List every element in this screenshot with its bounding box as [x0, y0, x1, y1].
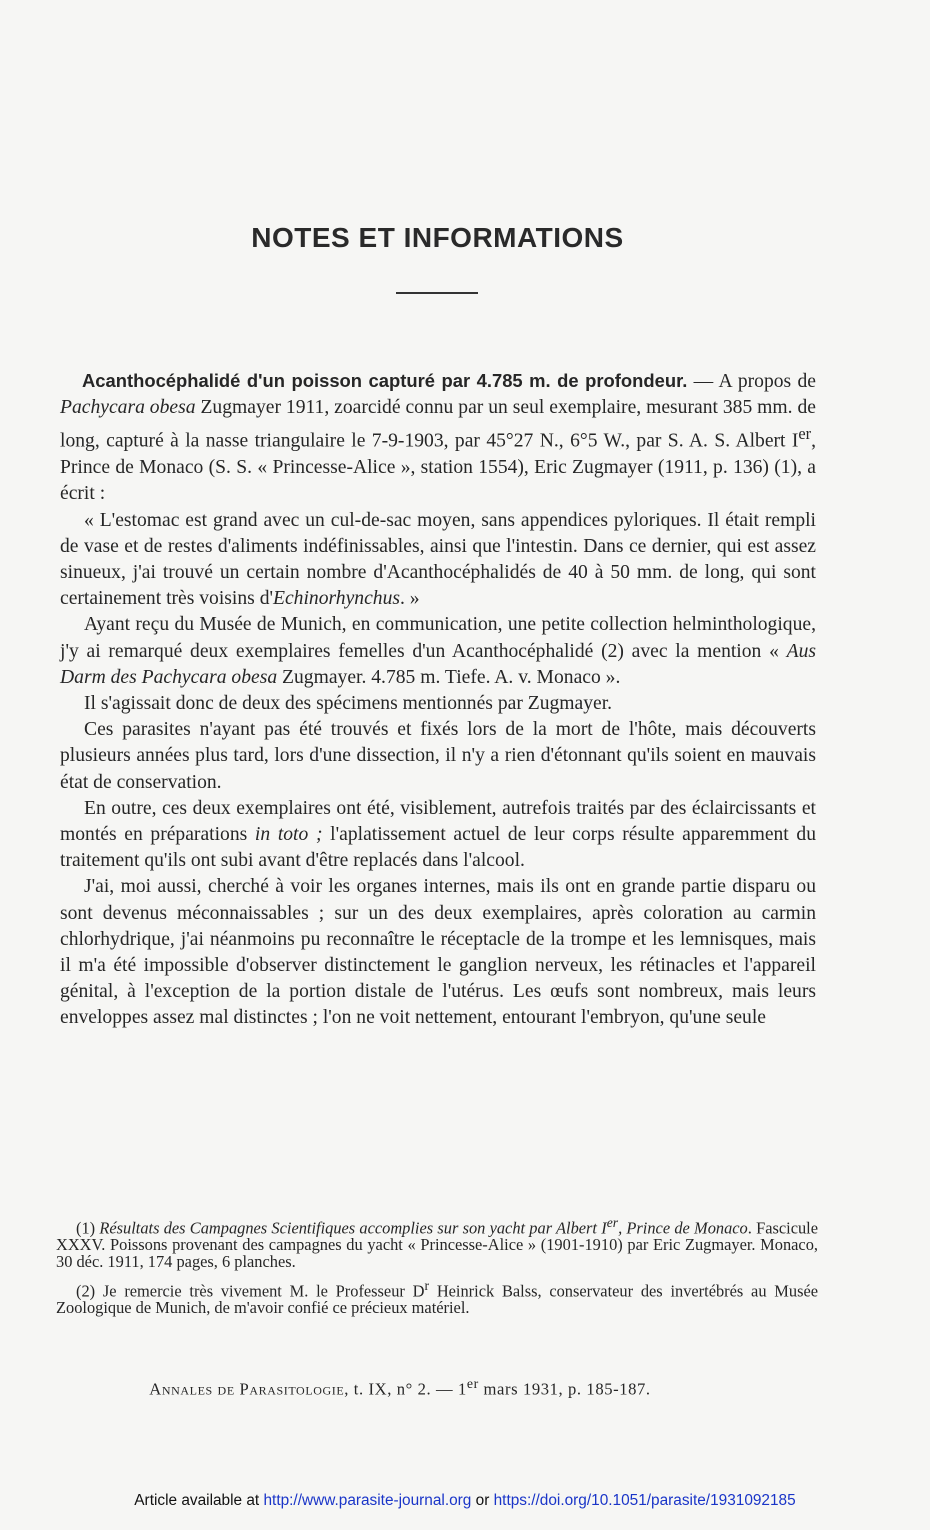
footnote-1: (1) Résultats des Campagnes Scientifiques accomplies sur son yacht par Albert Ier, Prince de Monaco. Fascicule XXXV. Poissons provenant des campagnes du yacht « Princesse-Alice » (1901-1910) par Eric Zugmayer. Monaco, 30 déc. 1911, 174 pages, 6 planches.: [56, 1215, 818, 1271]
paragraph-treatment: En outre, ces deux exemplaires ont été, visiblement, autrefois traités par des éclaircissants et montés en préparations in toto ; l'aplatissement actuel de leur corps résulte apparemment du traitement qu'ils ont subi avant d'être replacés dans l'alcool.: [60, 797, 817, 872]
article-heading: Acanthocéphalidé d'un poisson capturé par 4.785 m. de profondeur.: [82, 370, 688, 391]
doi-link[interactable]: https://doi.org/10.1051/parasite/1931092185: [493, 1492, 796, 1509]
title-divider: [396, 292, 478, 294]
journal-name: Annales de Parasitologie,: [149, 1379, 350, 1399]
paragraph-intro: Acanthocéphalidé d'un poisson capturé par 4.785 m. de profondeur. — A propos de Pachycara obesa Zugmayer 1911, zoarcidé connu par un seul exemplaire, mesurant 385 mm. de long, capturé à la nasse triangulaire le 7-9-1903, par 45°27 N., 6°5 W., par S. A. S. Albert Ier, Prince de Monaco (S. S. « Princesse-Alice », station 1554), Eric Zugmayer (1911, p. 136) (1), a écrit :: [60, 370, 816, 505]
paragraph-condition: Ces parasites n'ayant pas été trouvés et fixés lors de la mort de l'hôte, mais découverts plusieurs années plus tard, lors d'une dissection, il n'y a rien d'étonnant qu'ils soient en mauvais état de conservation.: [60, 719, 816, 793]
paragraph-specimens: Il s'agissait donc de deux des spécimens mentionnés par Zugmayer.: [84, 692, 613, 714]
footnotes: [56, 1215, 818, 1325]
section-title: NOTES ET INFORMATIONS: [251, 222, 624, 253]
paragraph-munich: Ayant reçu du Musée de Munich, en communication, une petite collection helminthologique, j'y ai remarqué deux exemplaires femelles d'un Acanthocéphalidé (2) avec la mention « Aus Darm des Pachycara obesa Zugmayer. 4.785 m. Tiefe. A. v. Monaco ».: [60, 614, 816, 688]
paragraph-quote: « L'estomac est grand avec un cul-de-sac moyen, sans appendices pyloriques. Il était rempli de vase et de restes d'aliments indéfinissables, ainsi que l'intestin. Dans ce dernier, qui est assez sinueux, j'ai trouvé un certain nombre d'Acanthocéphalidés de 40 à 50 mm. de long, qui sont certainement très voisins d'Echinorhynchus. »: [60, 509, 816, 610]
journal-citation: Annales de Parasitologie, t. IX, n° 2. — 1er mars 1931, p. 185-187.: [149, 1376, 651, 1399]
availability-footer: Article available at http://www.parasite-journal.org or https://doi.org/10.1051/parasite/1931092185: [134, 1492, 796, 1509]
paragraph-organs: J'ai, moi aussi, cherché à voir les organes internes, mais ils ont en grande partie disparu ou sont devenus méconnaissables ; sur un des deux exemplaires, après coloration au carmin chlorhydrique, j'ai néanmoins pu reconnaître le réceptacle de la trompe et les lemnisques, mais il m'a été impossible d'observer distinctement le ganglion nerveux, les rétinacles et l'appareil génital, à l'exception de la portion distale de l'utérus. Les œufs sont nombreux, mais leurs enveloppes assez mal distinctes ; l'on ne voit nettement, entourant l'embryon, qu'une seule: [60, 876, 816, 1029]
footnote-2: (2) Je remercie très vivement M. le Professeur $D^r$ Heinrick Balss, conservateur des invertébrés au Musée Zoologique de Munich, de m'avoir confié ce précieux matériel.: [56, 1278, 818, 1318]
article-body: [60, 368, 816, 1032]
journal-site-link[interactable]: http://www.parasite-journal.org: [263, 1492, 472, 1509]
